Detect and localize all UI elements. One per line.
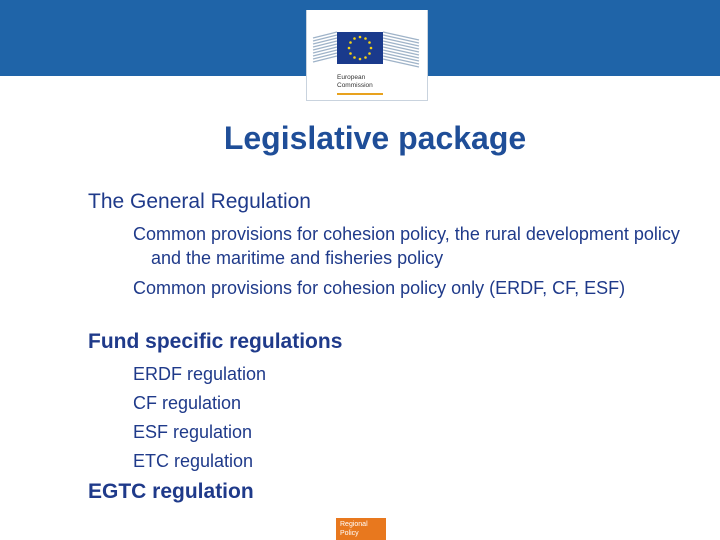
- logo-text: [337, 74, 417, 90]
- list-item: ETC regulation: [133, 451, 254, 471]
- european-commission-logo: [306, 10, 428, 101]
- list-item: ERDF regulation: [133, 364, 267, 384]
- section-heading-egtc: EGTC regulation: [88, 480, 254, 503]
- badge-line: Policy: [340, 530, 359, 537]
- list-item: Common provisions for cohesion policy, the rural development policy and the maritime and fisheries policy: [133, 224, 680, 268]
- commission-building-icon: [307, 10, 427, 74]
- logo-line: Commission: [337, 82, 373, 89]
- list-item: Common provisions for cohesion policy only (ERDF, CF, ESF): [133, 278, 626, 298]
- logo-line: European: [337, 74, 366, 81]
- logo-underline: [337, 93, 383, 95]
- section-heading-fund-specific: Fund specific regulations: [88, 330, 343, 353]
- regional-policy-badge: [336, 518, 386, 540]
- section-heading-general-regulation: The General Regulation: [88, 190, 311, 213]
- list-item: CF regulation: [133, 393, 242, 413]
- list-item: ESF regulation: [133, 422, 253, 442]
- slide-title: Legislative package: [223, 120, 527, 156]
- badge-line: Regional: [340, 521, 368, 528]
